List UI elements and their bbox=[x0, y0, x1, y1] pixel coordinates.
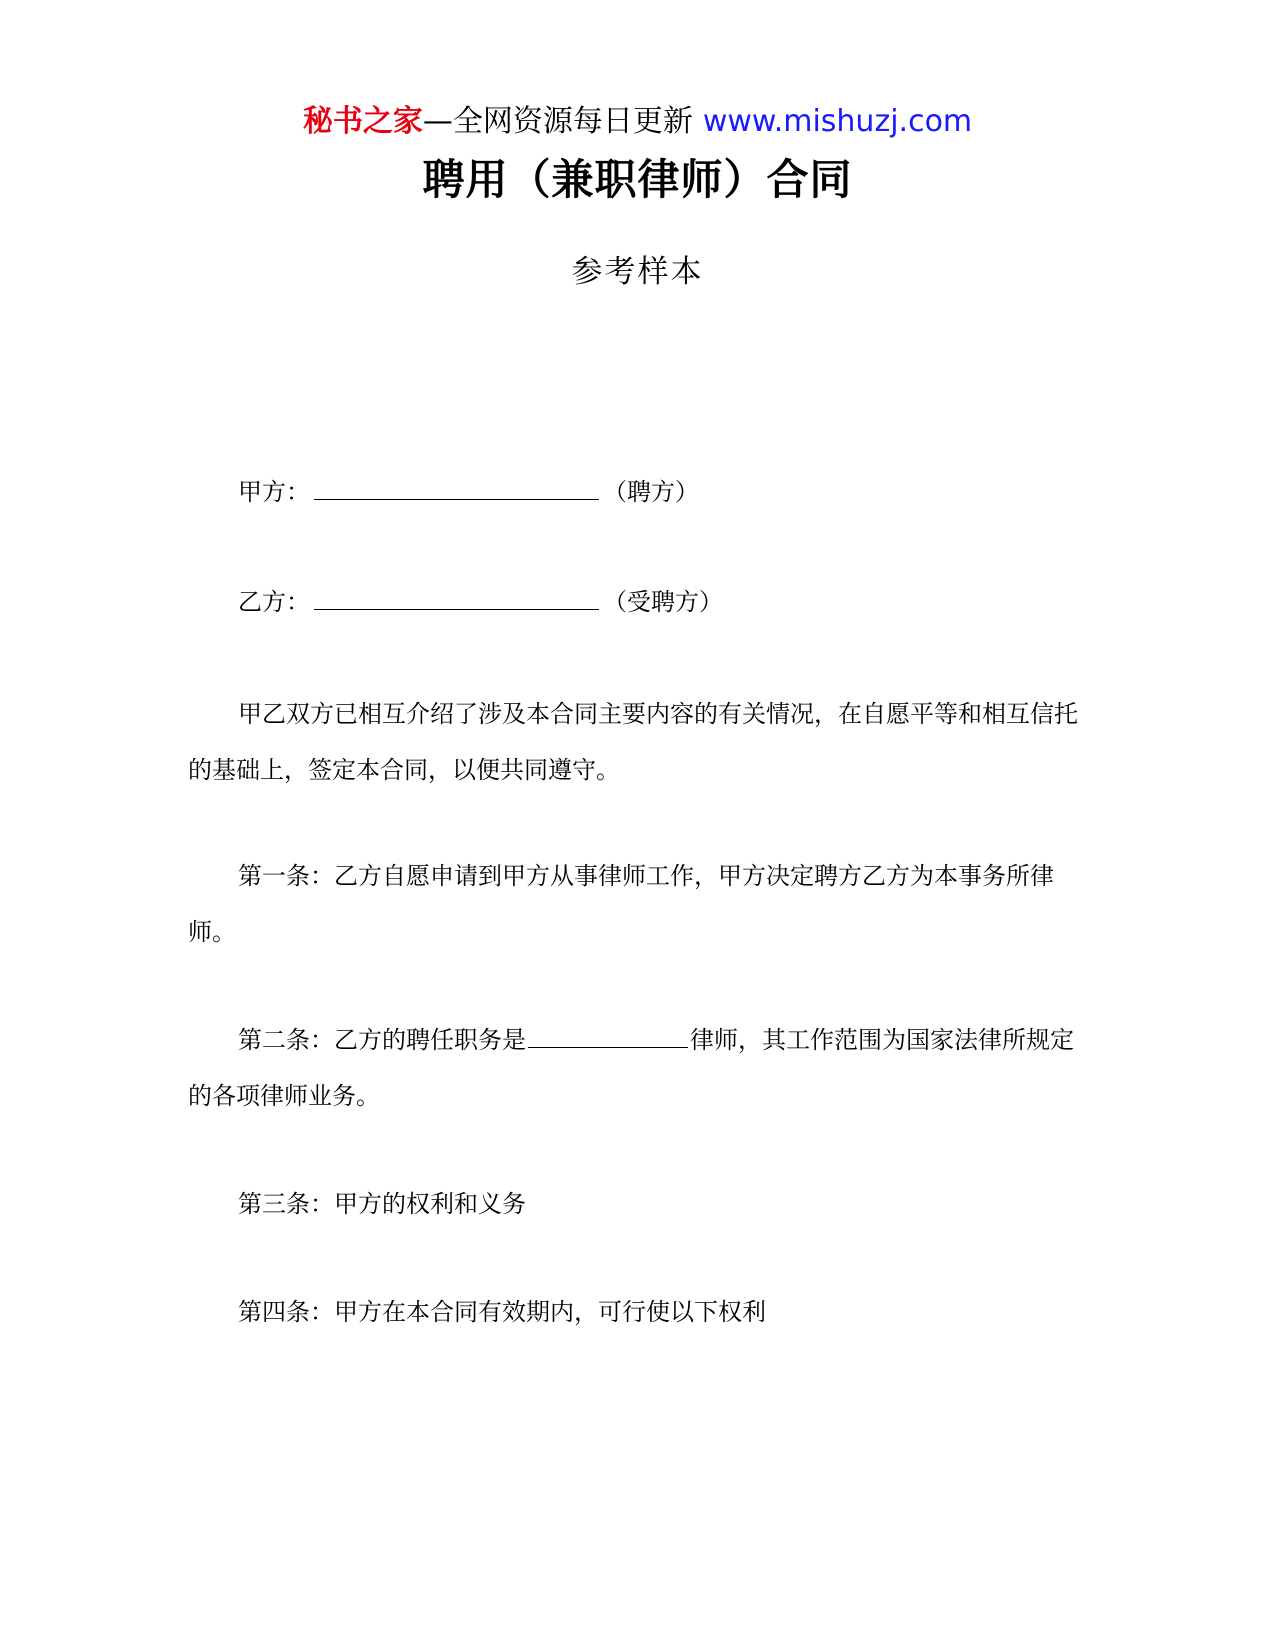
article-1-paragraph bbox=[188, 848, 1088, 960]
article-2-paragraph bbox=[188, 1012, 1088, 1124]
party-b-blank bbox=[314, 583, 599, 610]
party-a-label: 甲方： bbox=[238, 478, 310, 506]
party-b-label: 乙方： bbox=[238, 588, 310, 616]
article-3-text: 第三条：甲方的权利和义务 bbox=[238, 1190, 526, 1218]
document-subtitle: 参考样本 bbox=[571, 254, 704, 290]
party-a-blank bbox=[314, 473, 599, 500]
site-url-link[interactable]: www.mishuzj.com bbox=[702, 104, 973, 139]
party-a-role: （聘方） bbox=[603, 478, 699, 506]
article-4-paragraph bbox=[188, 1284, 1088, 1340]
preamble-text: 甲乙双方已相互介绍了涉及本合同主要内容的有关情况，在自愿平等和相互信托的基础上，签定本合同，以便共同遵守。 bbox=[188, 700, 1078, 784]
document-title: 聘用（兼职律师）合同 bbox=[422, 155, 853, 204]
brand-name: 秘书之家 bbox=[302, 104, 423, 139]
party-a-line bbox=[238, 472, 699, 512]
article-2-text-after: 律师，其工作范围为国家法律所规定的各项律师业务。 bbox=[188, 1026, 1074, 1110]
preamble-paragraph bbox=[188, 686, 1088, 798]
party-b-line bbox=[238, 582, 723, 622]
article-2-text-before: 第二条：乙方的聘任职务是 bbox=[238, 1026, 526, 1054]
site-header bbox=[0, 100, 1275, 144]
party-b-role: （受聘方） bbox=[603, 588, 723, 616]
article-3-paragraph bbox=[188, 1176, 1088, 1232]
header-slogan: —全网资源每日更新 bbox=[422, 104, 693, 139]
article-2-blank bbox=[528, 1021, 688, 1048]
article-1-text: 第一条：乙方自愿申请到甲方从事律师工作，甲方决定聘方乙方为本事务所律师。 bbox=[188, 862, 1054, 946]
article-4-text: 第四条：甲方在本合同有效期内，可行使以下权利 bbox=[238, 1298, 766, 1326]
